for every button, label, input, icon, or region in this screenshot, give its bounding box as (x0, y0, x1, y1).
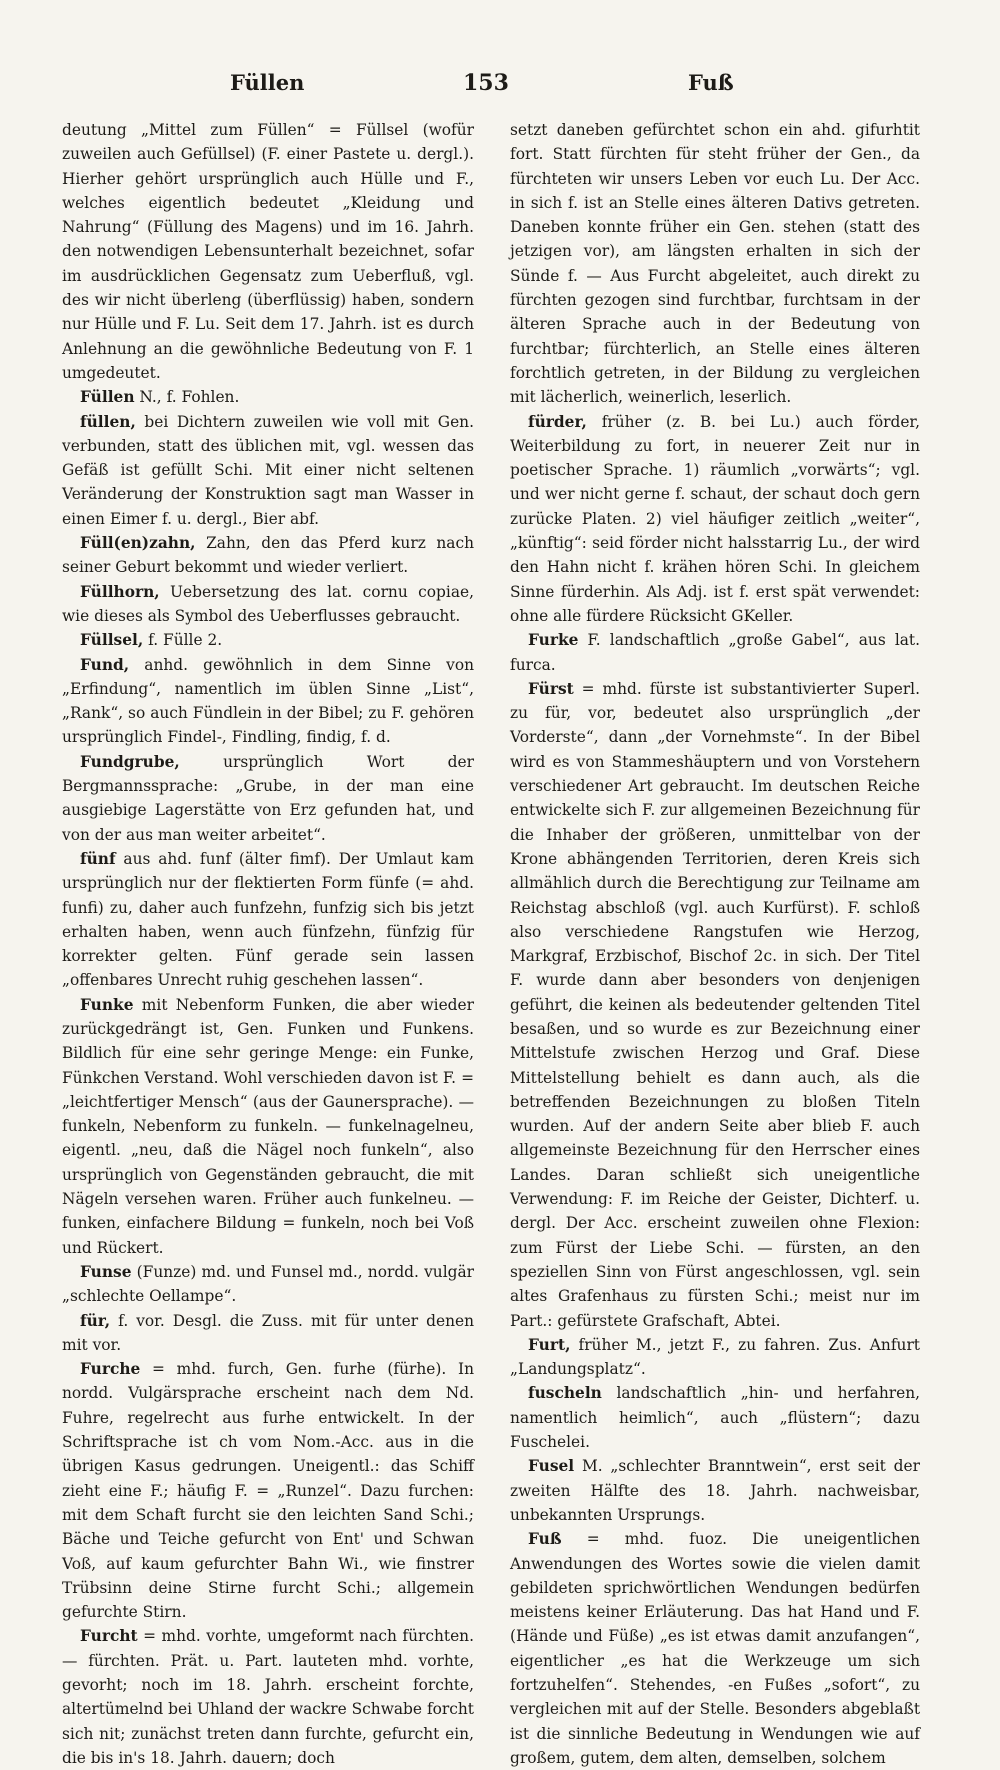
entry-text: f. vor. Desgl. die Zuss. mit für unter denen mit vor. (62, 1311, 474, 1354)
dictionary-entry (62, 1260, 474, 1309)
entry-headword: Füllhorn, (80, 582, 160, 601)
page-number: 153 (463, 70, 509, 96)
entry-headword: fuscheln (528, 1384, 602, 1403)
entry-text: M. „schlechter Branntwein“, erst seit der zweiten Hälfte des 18. Jahrh. nachweisbar, unbekannten Ursprungs. (510, 1457, 920, 1524)
running-head-left: Füllen (230, 70, 305, 95)
running-head-right: Fuß (688, 70, 734, 95)
entry-headword: Furke (528, 631, 579, 650)
entry-text: = mhd. furch, Gen. furhe (fürhe). In nordd. Vulgärsprache erscheint nach dem Nd. Fuhre, regelrecht aus furhe entwickelt. In der Schriftsprache ist ch vom Nom.-Acc. aus in die übrigen Kasus gedrungen. Uneigentl.: das Schiff zieht eine F.; häufig F. = „Runzel“. Dazu furchen: mit dem Schaft furcht sie den leichten Sand Schi.; Bäche und Teiche gefurcht von Ent' und Schwan Voß, auf kaum gefurchter Bahn Wi., wie finstrer Trübsinn deine Stirne furcht Schi.; allgemein gefurchte Stirn. (62, 1360, 474, 1622)
dictionary-entry (62, 531, 474, 580)
dictionary-entry (510, 628, 920, 677)
entry-text: = mhd. fürste ist substantivierter Superl. zu für, vor, bedeutet also ursprünglich „der Vorderste“, dann „der Vornehmste“. In der Bibel wird es von Stammeshäuptern und von Vorstehern verschiedener Art gebraucht. Im deutschen Reiche entwickelte sich F. zur allgemeinen Bezeichnung für die Inhaber der größeren, unmittelbar von der Krone abhängenden Territorien, deren Kreis sich allmählich durch die Berechtigung zur Teilname am Reichstag abschloß (vgl. auch Kurfürst). F. schloß also verschiedene Rangstufen wie Herzog, Markgraf, Erzbischof, Bischof 2c. in sich. Der Titel F. wurde dann aber besonders von denjenigen geführt, die keinen als bedeutender geltenden Titel besaßen, und so wurde es zur Bezeichnung einer Mittelstufe zwischen Herzog und Graf. Diese Mittelstellung behielt es dann auch, als die betreffenden Bezeichnungen zu bloßen Titeln wurden. Auf der andern Seite aber blieb F. auch allgemeinste Bezeichnung für den Herrscher eines Landes. Daran schließt sich uneigentliche Verwendung: F. im Reiche der Geister, Dichterf. u. dergl. Der Acc. erscheint zuweilen ohne Flexion: zum Fürst der Liebe Schi. — fürsten, an den speziellen Sinn von Fürst angeschlossen, vgl. sein altes Grafenhaus zu fürsten Schi.; meist nur im Part.: gefürstete Grafschaft, Abtei. (510, 679, 920, 1330)
entry-headword: Fund, (80, 655, 130, 674)
entry-headword: Füllen (80, 388, 135, 407)
entry-text: setzt daneben gefürchtet schon ein ahd. gifurhtit fort. Statt fürchten für steht früher der Gen., da fürchteten wir unsers Leben vor euch Lu. Der Acc. in sich f. ist an Stelle eines älteren Dativs getreten. Daneben konnte früher ein Gen. stehen (statt des jetzigen vor), am längsten erhalten in sich der Sünde f. — Aus Furcht abgeleitet, auch direkt zu fürchten gezogen sind furchtbar, furchtsam in der älteren Sprache auch in der Bedeutung von furchtbar; fürchterlich, an Stelle eines älteren forchtlich getreten, in der Bildung zu vergleichen mit lächerlich, weinerlich, leserlich. (510, 121, 920, 407)
dictionary-entry (510, 1333, 920, 1382)
dictionary-entry (510, 1454, 920, 1527)
entry-headword: Funke (80, 995, 134, 1014)
entry-headword: Furcht (80, 1627, 138, 1646)
dictionary-entry (62, 580, 474, 629)
entry-text: aus ahd. funf (älter fimf). Der Umlaut kam ursprünglich nur der flektierten Form fünfe (= ahd. funfi) zu, daher auch funfzehn, funfzig sich bis jetzt erhalten haben, wenn auch fünfzehn, fünfzig für korrekter gelten. Fünf gerade sein lassen „offenbares Unrecht ruhig geschehen lassen“. (62, 849, 474, 990)
right-column (510, 118, 920, 1770)
entry-text: Zahn, den das Pferd kurz nach seiner Geburt bekommt und wieder verliert. (62, 534, 474, 577)
entry-text: = mhd. fuoz. Die uneigentlichen Anwendungen des Wortes sowie die vielen damit gebildeten sprichwörtlichen Wendungen bedürfen meistens keiner Erläuterung. Das hat Hand und F. (Hände und Füße) „es ist etwas damit anzufangen“, eigentlicher „es hat die Werkzeuge um sich fortzuhelfen“. Stehendes, -en Fußes „sofort“, zu vergleichen mit auf der Stelle. Besonders abgeblaßt ist die sinnliche Bedeutung in Wendungen wie auf großem, gutem, dem alten, demselben, solchem (510, 1530, 920, 1767)
entry-text: Uebersetzung des lat. cornu copiae, wie dieses als Symbol des Ueberflusses gebraucht. (62, 582, 474, 625)
dictionary-entry (510, 410, 920, 629)
entry-text: F. landschaftlich „große Gabel“, aus lat. furca. (510, 631, 920, 674)
entry-headword: füllen, (80, 412, 136, 431)
dictionary-entry (62, 385, 474, 409)
entry-text: = mhd. vorhte, umgeformt nach fürchten. — fürchten. Prät. u. Part. lauteten mhd. vorhte, gevorht; noch im 18. Jahrh. erscheint forchte, altertümelnd bei Uhland der wackre Schwabe forcht sich nit; zunächst treten dann furchte, gefurcht ein, die bis in's 18. Jahrh. dauern; doch (62, 1627, 474, 1767)
entry-headword: Funse (80, 1262, 132, 1281)
dictionary-entry (62, 847, 474, 993)
dictionary-entry (62, 628, 474, 652)
entry-text: deutung „Mittel zum Füllen“ = Füllsel (wofür zuweilen auch Gefüllsel) (F. einer Pastete u. dergl.). Hierher gehört ursprünglich auch Hülle und F., welches eigentlich bedeutet „Kleidung und Nahrung“ (Füllung des Magens) und im 16. Jahrh. den notwendigen Lebensunterhalt bezeichnet, sofar im ausdrücklichen Gegensatz zum Ueberfluß, vgl. des wir nicht überleng (überflüssig) haben, sondern nur Hülle und F. Lu. Seit dem 17. Jahrh. ist es durch Anlehnung an die gewöhnliche Bedeutung von F. 1 umgedeutet. (62, 121, 474, 382)
entry-headword: Fundgrube, (80, 752, 180, 771)
entry-headword: Furt, (528, 1335, 571, 1354)
entry-headword: Füll(en)zahn, (80, 534, 196, 553)
dictionary-entry (62, 410, 474, 531)
dictionary-entry (510, 1527, 920, 1770)
dictionary-entry (510, 1381, 920, 1454)
entry-text: ursprünglich Wort der Bergmannssprache: „Grube, in der man eine ausgiebige Lagerstätte von Erz gefunden hat, und von der aus man weiter arbeitet“. (62, 752, 474, 844)
dictionary-entry (62, 1309, 474, 1358)
dictionary-entry (62, 118, 474, 385)
entry-headword: für, (80, 1311, 111, 1330)
entry-text: (Funze) md. und Funsel md., nordd. vulgär „schlechte Oellampe“. (62, 1262, 474, 1306)
entry-text: landschaftlich „hin- und herfahren, namentlich heimlich“, auch „flüstern“; dazu Fuschelei. (510, 1384, 920, 1452)
entry-text: bei Dichtern zuweilen wie voll mit Gen. verbunden, statt des üblichen mit, vgl. wessen das Gefäß ist gefüllt Schi. Mit einer nicht seltenen Veränderung der Konstruktion sagt man Wasser in einen Eimer f. u. dergl., Bier abf. (62, 412, 474, 528)
dictionary-entry (510, 118, 920, 410)
entry-headword: Fuß (528, 1530, 562, 1549)
column-divider (490, 118, 491, 1418)
entry-text: N., f. Fohlen. (134, 388, 240, 407)
entry-text: früher (z. B. bei Lu.) auch förder, Weiterbildung zu fort, in neuerer Zeit nur in poetischer Sprache. 1) räumlich „vorwärts“; vgl. und wer nicht gerne f. schaut, der schaut doch gern zurücke Platen. 2) viel häufiger zeitlich „weiter“, „künftig“: seid förder nicht halsstarrig Lu., der wird den Hahn nicht f. krähen hören Schi. In gleichem Sinne fürderhin. Als Adj. ist f. erst spät verwendet: ohne alle fürdere Rücksicht GKeller. (510, 412, 920, 625)
entry-text: f. Fülle 2. (143, 631, 223, 650)
dictionary-entry (62, 993, 474, 1260)
entry-headword: Fürst (528, 679, 574, 698)
entry-text: mit Nebenform Funken, die aber wieder zurückgedrängt ist, Gen. Funken und Funkens. Bildlich für eine sehr geringe Menge: ein Funke, Fünkchen Verstand. Wohl verschieden davon ist F. = „leichtfertiger Mensch“ (aus der Gaunersprache). — funkeln, Nebenform zu funkeln. — funkelnagelneu, eigentl. „neu, daß die Nägel noch funkeln“, also ursprünglich von Gegenständen gebraucht, die mit Nägeln versehen waren. Früher auch funkelneu. — funken, einfachere Bildung = funkeln, noch bei Voß und Rückert. (62, 995, 474, 1257)
entry-headword: Fusel (528, 1457, 575, 1476)
page-header (0, 70, 1000, 110)
entry-headword: fürder, (528, 412, 587, 431)
dictionary-entry (62, 750, 474, 847)
entry-text: früher M., jetzt F., zu fahren. Zus. Anfurt „Landungsplatz“. (510, 1335, 920, 1379)
entry-headword: Füllsel, (80, 631, 144, 650)
entry-headword: Furche (80, 1360, 141, 1379)
entry-headword: fünf (80, 849, 116, 868)
dictionary-entry (62, 653, 474, 750)
dictionary-entry (62, 1357, 474, 1624)
left-column (62, 118, 474, 1770)
dictionary-entry (510, 677, 920, 1333)
dictionary-entry (62, 1624, 474, 1770)
entry-text: anhd. gewöhnlich in dem Sinne von „Erfindung“, namentlich im üblen Sinne „List“, „Rank“, so auch Fündlein in der Bibel; zu F. gehören ursprünglich Findel-, Findling, findig, f. d. (62, 655, 474, 747)
